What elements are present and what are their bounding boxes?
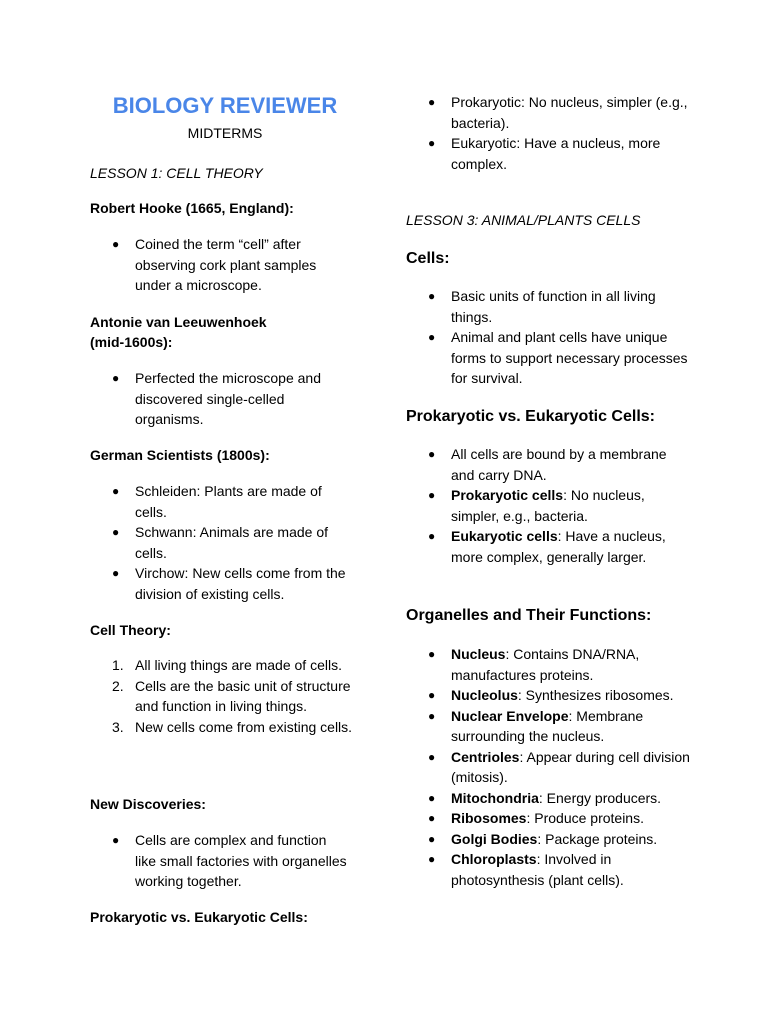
bullet-icon: ● <box>428 790 436 805</box>
list-item <box>406 829 691 850</box>
list-item-text: All cells are bound by a membrane and carry DNA. <box>451 446 667 483</box>
list-item <box>406 644 691 685</box>
bullet-icon: ● <box>112 833 120 847</box>
list-item <box>406 92 691 133</box>
bullet-icon: ● <box>112 371 120 385</box>
list-item-text: Virchow: New cells come from the division of existing cells. <box>135 565 346 602</box>
list-item-text: : Contains DNA/RNA, manufactures proteins. <box>451 646 640 683</box>
bullet-icon: ● <box>428 488 436 502</box>
bullet-icon: ● <box>112 566 120 580</box>
hooke-heading: Robert Hooke (1665, England): <box>90 200 294 216</box>
list-item-text: Basic units of function in all living things. <box>451 288 656 325</box>
cells-heading: Cells: <box>406 250 450 267</box>
list-item-text: Schleiden: Plants are made of cells. <box>135 483 322 520</box>
prokaryotic-eukaryotic-heading-left: Prokaryotic vs. Eukaryotic Cells: <box>90 909 308 925</box>
list-item <box>406 788 691 809</box>
list-item-text: Eukaryotic: Have a nucleus, more complex. <box>451 135 661 172</box>
bullet-icon: ● <box>428 852 436 866</box>
list-item-text: : Involved in photosynthesis (plant cells). <box>451 851 624 888</box>
lesson-3-heading: LESSON 3: ANIMAL/PLANTS CELLS <box>406 212 641 228</box>
cell-theory-heading: Cell Theory: <box>90 622 171 638</box>
organelles-heading: Organelles and Their Functions: <box>406 607 652 624</box>
list-number: 1. <box>112 657 124 673</box>
list-number: 2. <box>112 677 124 694</box>
list-item <box>90 830 350 892</box>
bullet-icon: ● <box>428 749 436 764</box>
list-item-text: : Membrane surrounding the nucleus. <box>451 707 644 744</box>
list-item <box>90 368 350 430</box>
list-item <box>406 849 691 890</box>
bullet-icon: ● <box>428 811 436 825</box>
hooke-list <box>90 234 350 296</box>
term: Chloroplasts <box>451 851 537 867</box>
list-item <box>406 286 691 327</box>
leeuwenhoek-list <box>90 368 350 430</box>
lesson-1-heading: LESSON 1: CELL THEORY <box>90 165 263 181</box>
bullet-icon: ● <box>428 708 436 723</box>
list-item-text: : Appear during cell division (mitosis). <box>451 748 690 785</box>
list-item-text: : Package proteins. <box>537 830 658 847</box>
list-item <box>406 485 691 526</box>
list-item <box>406 808 691 829</box>
cells-list <box>406 286 691 389</box>
bullet-icon: ● <box>428 136 436 150</box>
prokaryotic-eukaryotic-summary-list <box>406 92 691 174</box>
list-item <box>90 522 355 563</box>
list-item-text: Coined the term “cell” after observing cork plant samples under a microscope. <box>135 236 317 293</box>
organelles-list <box>406 644 691 890</box>
list-item-text: New cells come from existing cells. <box>135 718 353 735</box>
document-title: BIOLOGY REVIEWER <box>112 93 338 118</box>
term: Nucleus <box>451 646 506 662</box>
bullet-icon: ● <box>428 289 436 303</box>
bullet-icon: ● <box>112 484 120 498</box>
list-item-text: Schwann: Animals are made of cells. <box>135 524 328 561</box>
list-item-text: Animal and plant cells have unique forms to support necessary processes for survival. <box>451 329 688 386</box>
bullet-icon: ● <box>428 647 436 661</box>
term: Eukaryotic cells <box>451 528 558 544</box>
bullet-icon: ● <box>428 447 436 461</box>
list-item-text: Cells are complex and function like small factories with organelles working together. <box>135 832 347 889</box>
bullet-icon: ● <box>428 95 436 109</box>
term: Nuclear Envelope <box>451 707 569 724</box>
bullet-icon: ● <box>112 237 120 251</box>
term: Golgi Bodies <box>451 830 538 847</box>
list-item <box>90 717 365 738</box>
leeuwenhoek-heading-line1: Antonie van Leeuwenhoek <box>90 314 267 330</box>
term: Ribosomes <box>451 810 527 826</box>
cell-theory-list <box>90 655 365 737</box>
list-item <box>90 563 355 604</box>
leeuwenhoek-heading <box>90 312 267 352</box>
list-item <box>90 234 350 296</box>
german-scientists-heading: German Scientists (1800s): <box>90 447 270 463</box>
prokaryotic-eukaryotic-list <box>406 444 691 567</box>
german-scientists-list <box>90 481 355 604</box>
list-item-text: Cells are the basic unit of structure and function in living things. <box>135 677 351 714</box>
list-item-text: : No nucleus, simpler, e.g., bacteria. <box>451 487 645 524</box>
list-item <box>90 676 365 717</box>
new-discoveries-list <box>90 830 350 892</box>
list-item <box>406 327 691 389</box>
list-number: 3. <box>112 718 124 735</box>
bullet-icon: ● <box>428 330 436 344</box>
term: Mitochondria <box>451 789 539 806</box>
list-item <box>406 133 691 174</box>
list-item <box>90 481 355 522</box>
list-item-text: : Produce proteins. <box>526 810 644 826</box>
leeuwenhoek-heading-line2: (mid-1600s): <box>90 334 173 350</box>
list-item-text: Perfected the microscope and discovered single-celled organisms. <box>135 370 321 427</box>
list-item <box>406 685 691 706</box>
bullet-icon: ● <box>428 831 436 846</box>
term: Prokaryotic cells <box>451 487 564 503</box>
term: Centrioles <box>451 748 520 765</box>
list-item <box>406 526 691 567</box>
term: Nucleolus <box>451 687 518 703</box>
prokaryotic-eukaryotic-heading: Prokaryotic vs. Eukaryotic Cells: <box>406 408 655 425</box>
bullet-icon: ● <box>112 525 120 539</box>
list-item-text: : Have a nucleus, more complex, generally larger. <box>451 528 666 565</box>
list-item-text: All living things are made of cells. <box>135 657 342 673</box>
list-item <box>90 655 365 676</box>
bullet-icon: ● <box>428 688 436 702</box>
new-discoveries-heading: New Discoveries: <box>90 796 206 812</box>
list-item-text: : Synthesizes ribosomes. <box>517 687 674 703</box>
list-item-text: Prokaryotic: No nucleus, simpler (e.g., bacteria). <box>451 94 688 131</box>
bullet-icon: ● <box>428 529 436 543</box>
list-item <box>406 706 691 747</box>
list-item <box>406 444 691 485</box>
list-item <box>406 747 691 788</box>
list-item-text: : Energy producers. <box>538 789 662 806</box>
document-subtitle: MIDTERMS <box>187 125 263 141</box>
